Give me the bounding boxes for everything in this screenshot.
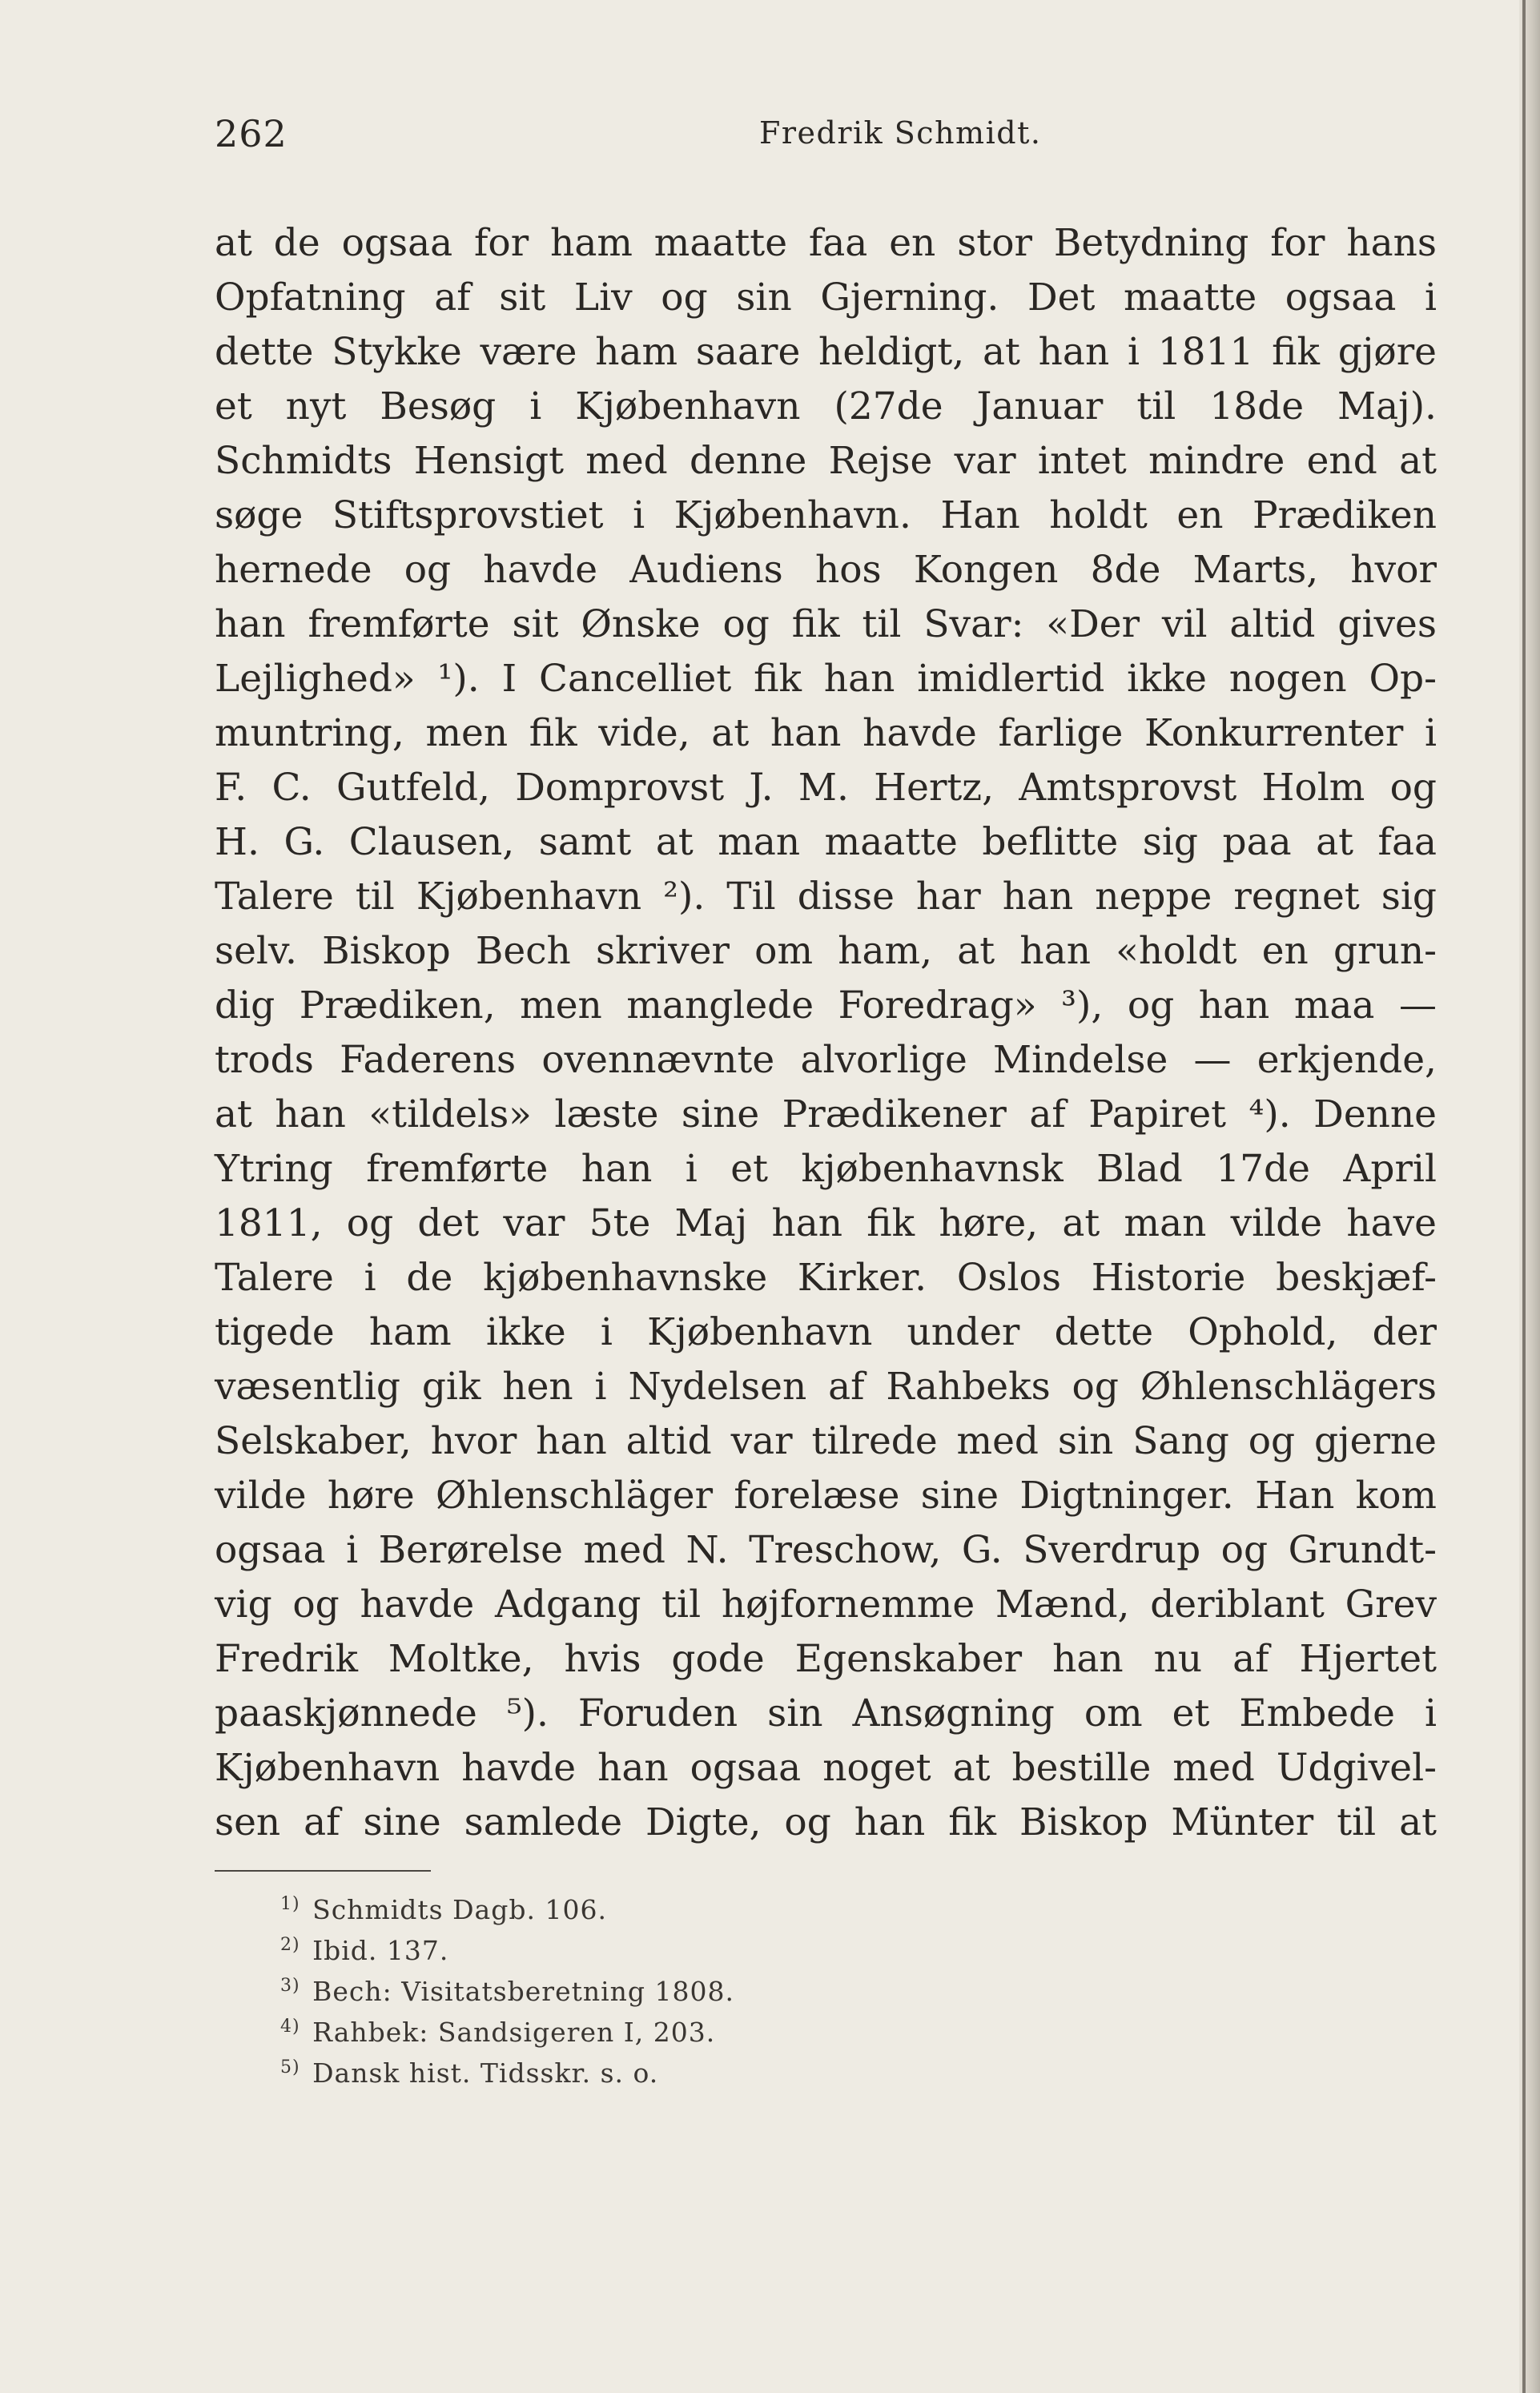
footnote [280,1965,1161,2006]
text-line: hernede og havde Audiens hos Kongen 8de Marts, hvor [215,548,1437,592]
text-line: Talere i de kjøbenhavnske Kirker. Oslos Historie beskjæf- [215,1256,1437,1300]
text-line: tigede ham ikke i Kjøbenhavn under dette Ophold, der [215,1310,1437,1354]
page-edge-line [1522,0,1526,2393]
page-header [215,112,1437,160]
text-line: han fremførte sit Ønske og fik til Svar: «Der vil altid gives [215,602,1437,646]
text-line: væsentlig gik hen i Nydelsen af Rahbeks og Øhlenschlägers [215,1365,1437,1409]
footnote-mark: 5) [280,2057,300,2077]
text-line: at de ogsaa for ham maatte faa en stor Betydning for hans [215,221,1437,265]
text-line: Talere til Kjøbenhavn ²). Til disse har han neppe regnet sig [215,875,1437,919]
text-line: at han «tildels» læste sine Prædikener af Papiret ⁴). Denne [215,1092,1437,1136]
text-line: trods Faderens ovennævnte alvorlige Mindelse — erkjende, [215,1038,1437,1082]
footnote-text: Dansk hist. Tidsskr. s. o. [312,2057,659,2089]
text-line: F. C. Gutfeld, Domprovst J. M. Hertz, Amtsprovst Holm og [215,766,1437,810]
footnote-text: Bech: Visitatsberetning 1808. [312,1976,735,2007]
text-line: muntring, men fik vide, at han havde farlige Konkurrenter i [215,711,1437,755]
text-line: Lejlighed» ¹). I Cancelliet fik han imidlertid ikke nogen Op- [215,657,1437,701]
footnote-mark: 2) [280,1935,300,1955]
running-head: Fredrik Schmidt. [759,115,1042,151]
text-line: Kjøbenhavn havde han ogsaa noget at bestille med Udgivel- [215,1746,1437,1790]
text-line: sen af sine samlede Digte, og han fik Biskop Münter til at [215,1800,1437,1844]
text-line: vilde høre Øhlenschläger forelæse sine Digtninger. Han kom [215,1474,1437,1518]
text-line: vig og havde Adgang til højfornemme Mænd, deriblant Grev [215,1583,1437,1627]
footnote-mark: 3) [280,1976,300,1996]
footnote [280,2047,1161,2088]
footnote-text: Rahbek: Sandsigeren I, 203. [312,2017,716,2048]
footnote-rule [215,1870,431,1872]
text-line: Schmidts Hensigt med denne Rejse var intet mindre end at [215,439,1437,483]
text-line: paaskjønnede ⁵). Foruden sin Ansøgning om et Embede i [215,1691,1437,1735]
text-line: Opfatning af sit Liv og sin Gjerning. Det maatte ogsaa i [215,275,1437,320]
text-line: et nyt Besøg i Kjøbenhavn (27de Januar til 18de Maj). [215,384,1437,428]
footnote [280,1924,1161,1965]
footnote [280,2006,1161,2047]
text-line: søge Stiftsprovstiet i Kjøbenhavn. Han holdt en Prædiken [215,493,1437,537]
footnote-text: Ibid. 137. [312,1935,449,1966]
footnote-mark: 1) [280,1894,300,1914]
footnotes [280,1884,1161,2088]
text-line: selv. Biskop Bech skriver om ham, at han «holdt en grun- [215,929,1437,973]
text-line: dette Stykke være ham saare heldigt, at han i 1811 fik gjøre [215,330,1437,374]
footnote-text: Schmidts Dagb. 106. [312,1894,607,1925]
text-line: Ytring fremførte han i et kjøbenhavnsk Blad 17de April [215,1147,1437,1191]
page-number: 262 [215,112,287,155]
text-line: H. G. Clausen, samt at man maatte beflitte sig paa at faa [215,820,1437,864]
text-line: dig Prædiken, men manglede Foredrag» ³), og han maa — [215,983,1437,1028]
text-line: 1811, og det var 5te Maj han fik høre, at man vilde have [215,1201,1437,1245]
footnote [280,1884,1161,1924]
text-line: Selskaber, hvor han altid var tilrede med sin Sang og gjerne [215,1419,1437,1463]
text-line: ogsaa i Berørelse med N. Treschow, G. Sverdrup og Grundt- [215,1528,1437,1572]
footnote-mark: 4) [280,2017,300,2037]
body-text [215,216,1437,1850]
text-line: Fredrik Moltke, hvis gode Egenskaber han nu af Hjertet [215,1637,1437,1681]
